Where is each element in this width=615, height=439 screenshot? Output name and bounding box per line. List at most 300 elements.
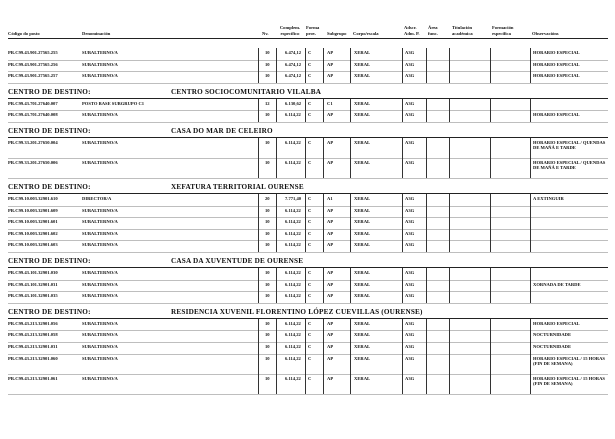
cell-obs: XORNADA DE TARDE [533,281,581,287]
cell-adscr: A3G [405,160,415,165]
cell-nivel: 10 [265,112,270,118]
column-rule [530,60,531,72]
cell-nivel: 10 [265,375,270,381]
cell-sub: C1 [327,100,333,106]
row-rule [8,178,608,179]
cell-corpo: XERAL [354,207,371,213]
column-rule [323,291,324,303]
column-rule [276,158,277,178]
column-rule [276,268,277,280]
column-rule [258,217,259,229]
column-rule [305,48,306,60]
column-rule [490,342,491,354]
column-rule [350,229,351,241]
header-corpo: Corpo/escala [353,31,379,36]
header-denominacion: Denominación [82,31,111,36]
column-rule [276,110,277,122]
column-rule [276,342,277,354]
cell-adscr: A3G [405,230,415,236]
cell-nivel: 10 [265,270,270,275]
cell-corpo: XERAL [354,160,371,165]
column-rule [490,240,491,252]
cell-adscr: A3G [405,355,415,361]
column-rule [323,342,324,354]
cell-corpo: XERAL [354,196,371,201]
column-rule [258,48,259,60]
column-rule [276,354,277,374]
column-rule [305,240,306,252]
cell-code: PR.C99.43.101.32901.030 [8,270,58,275]
header-area-1: Área [428,25,438,30]
column-rule [323,354,324,374]
column-rule [530,330,531,342]
cell-comp: 6.114,22 [285,320,301,326]
column-rule [258,374,259,394]
cell-comp: 6.114,22 [285,219,301,225]
column-rule [490,110,491,122]
header-formacion-1: Formación [492,25,514,30]
column-rule [490,319,491,331]
column-rule [490,268,491,280]
column-rule [305,206,306,218]
cell-nivel: 10 [265,219,270,225]
header-formacion-2: específica [492,31,511,36]
column-rule [490,217,491,229]
cell-corpo: XERAL [354,375,371,381]
cell-forma: C [308,320,312,326]
column-rule [449,374,450,394]
cell-forma: C [308,344,312,349]
column-rule [323,99,324,111]
center-rule [8,193,608,194]
cell-nivel: 12 [265,100,270,106]
header-complemento-1: Complem. [279,25,301,30]
cell-corpo: XERAL [354,230,371,236]
cell-corpo: XERAL [354,140,371,145]
column-rule [276,138,277,158]
cell-forma: C [308,230,312,236]
cell-adscr: A3G [405,61,415,67]
column-rule [350,268,351,280]
column-rule [530,48,531,60]
cell-denom: SUBALTERNO/A [82,332,118,338]
cell-comp: 6.114,22 [285,344,301,349]
column-rule [402,48,403,60]
column-rule [426,194,427,206]
cell-nivel: 10 [265,242,270,248]
column-rule [258,206,259,218]
cell-sub: AP [327,140,334,145]
cell-forma: C [308,140,312,145]
column-rule [449,291,450,303]
column-rule [402,60,403,72]
column-rule [323,110,324,122]
cell-denom: DIRECTOR/A [82,196,112,201]
column-rule [426,330,427,342]
column-rule [449,240,450,252]
cell-corpo: XERAL [354,112,371,118]
cell-denom: SUBALTERNO/A [82,375,118,381]
column-rule [530,319,531,331]
cell-obs: HORARIO ESPECIAL [533,61,580,67]
column-rule [490,374,491,394]
cell-adscr: A3G [405,219,415,225]
cell-code: PR.C99.43.213.32901.056 [8,320,58,326]
cell-corpo: XERAL [354,61,371,67]
cell-corpo: XERAL [354,293,371,299]
column-rule [276,99,277,111]
column-rule [323,229,324,241]
cell-nivel: 10 [265,160,270,165]
column-rule [305,280,306,292]
column-rule [276,280,277,292]
center-label: CENTRO DE DESTINO: [8,307,91,316]
column-rule [323,60,324,72]
column-rule [449,280,450,292]
column-rule [402,342,403,354]
column-rule [490,330,491,342]
center-rule [8,318,608,319]
column-rule [323,194,324,206]
column-rule [276,60,277,72]
column-rule [350,240,351,252]
column-rule [258,268,259,280]
cell-sub: AP [327,332,334,338]
column-rule [530,229,531,241]
cell-comp: 6.130,62 [285,100,302,106]
cell-forma: C [308,219,312,225]
cell-denom: POSTO BASE SUBGRUPO C1 [82,100,145,106]
header-complemento-2: específico [280,31,300,36]
header-area-2: func. [428,31,438,36]
column-rule [402,268,403,280]
column-rule [305,110,306,122]
center-label: CENTRO DE DESTINO: [8,127,91,135]
cell-code: PR.C99.10.003.32901.609 [8,207,58,213]
column-rule [350,291,351,303]
cell-code: PR.C99.10.003.32901.610 [8,196,58,201]
column-rule [276,374,277,394]
cell-code: PR.C99.43.213.32901.060 [8,355,58,361]
column-rule [305,138,306,158]
header-forma-1: Forma [306,25,320,30]
cell-obs: HORARIO ESPECIAL / 15 HORAS (FIN DE SEMANA) [533,355,605,366]
column-rule [402,158,403,178]
column-rule [258,354,259,374]
cell-sub: AP [327,112,334,118]
column-rule [258,280,259,292]
column-rule [402,374,403,394]
cell-forma: C [308,375,312,381]
column-rule [490,158,491,178]
cell-code: PR.C99.10.003.32901.601 [8,219,58,225]
cell-code: PR.C99.10.003.32901.603 [8,242,58,248]
cell-denom: SUBALTERNO/A [82,270,118,275]
cell-comp: 6.114,22 [285,207,301,213]
cell-sub: AP [327,50,334,55]
column-rule [305,60,306,72]
cell-adscr: A3G [405,375,415,381]
column-rule [490,138,491,158]
column-rule [258,71,259,83]
cell-denom: SUBALTERNO/A [82,320,118,326]
cell-forma: C [308,207,312,213]
column-rule [449,330,450,342]
column-rule [426,206,427,218]
column-rule [305,229,306,241]
cell-sub: AP [327,207,334,213]
cell-denom: SUBALTERNO/A [82,281,118,287]
cell-comp: 6.114,22 [285,160,301,165]
cell-comp: 6.114,22 [285,140,301,145]
column-rule [426,374,427,394]
column-rule [305,99,306,111]
row-rule [8,122,608,123]
cell-comp: 6.114,22 [285,281,301,287]
cell-code: PR.C99.33.201.27650.004 [8,140,58,145]
cell-obs: A EXTINGUIR [533,196,564,201]
cell-obs: HORARIO ESPECIAL / QUENDAS DE MAÑÁ E TARDE [533,140,606,151]
cell-sub: AP [327,355,334,361]
column-rule [490,280,491,292]
center-label: CENTRO DE DESTINO: [8,87,91,96]
column-rule [350,354,351,374]
column-rule [323,138,324,158]
cell-code: PR.C99.43.101.32901.035 [8,293,58,299]
center-name: CASA DA XUVENTUDE DE OURENSE [171,257,304,265]
center-rule [8,267,608,268]
column-rule [323,374,324,394]
column-rule [258,229,259,241]
cell-adscr: A3G [405,50,415,55]
cell-comp: 7.771,40 [285,196,302,201]
column-rule [276,206,277,218]
column-rule [350,99,351,111]
column-rule [258,330,259,342]
cell-sub: AP [327,160,334,165]
cell-denom: SUBALTERNO/A [82,242,118,248]
cell-denom: SUBALTERNO/A [82,61,118,67]
cell-adscr: A3G [405,242,415,248]
header-observacions: Observacións [532,31,559,36]
cell-code: PR.C99.43.701.27640.007 [8,100,58,106]
cell-comp: 6.474,12 [285,50,302,55]
cell-obs: HORARIO ESPECIAL [533,320,580,326]
cell-corpo: XERAL [354,344,371,349]
center-name: CASA DO MAR DE CELEIRO [171,127,273,135]
column-rule [258,194,259,206]
cell-corpo: XERAL [354,332,371,338]
cell-adscr: A3G [405,270,415,275]
cell-code: PR.C99.43.901.27565.257 [8,73,58,79]
column-rule [530,99,531,111]
cell-adscr: A3G [405,196,415,201]
column-rule [323,280,324,292]
cell-nivel: 10 [265,293,270,299]
column-rule [426,99,427,111]
column-rule [350,110,351,122]
column-rule [258,240,259,252]
cell-nivel: 20 [265,196,270,201]
column-rule [258,110,259,122]
column-rule [449,268,450,280]
header-titulacion-1: Titulación [452,25,473,30]
column-rule [402,229,403,241]
column-rule [490,99,491,111]
column-rule [402,280,403,292]
column-rule [402,71,403,83]
column-rule [530,206,531,218]
column-rule [426,60,427,72]
cell-comp: 6.114,22 [285,355,301,361]
cell-adscr: A3G [405,140,415,145]
cell-denom: SUBALTERNO/A [82,293,118,299]
center-name: XEFATURA TERRITORIAL OURENSE [171,183,304,191]
cell-obs: HORARIO ESPECIAL [533,50,580,55]
column-rule [449,217,450,229]
cell-obs: HORARIO ESPECIAL [533,112,580,118]
column-rule [530,217,531,229]
column-rule [426,217,427,229]
column-rule [276,229,277,241]
column-rule [426,158,427,178]
column-rule [276,240,277,252]
column-rule [350,374,351,394]
column-rule [530,158,531,178]
header-forma-2: prov. [306,31,316,36]
cell-nivel: 10 [265,320,270,326]
column-rule [402,99,403,111]
column-rule [305,71,306,83]
cell-corpo: XERAL [354,270,371,275]
cell-sub: AP [327,270,334,275]
center-rule [8,137,608,138]
column-rule [305,158,306,178]
column-rule [449,342,450,354]
cell-code: PR.C99.43.213.32901.058 [8,332,58,338]
cell-denom: SUBALTERNO/A [82,73,118,79]
column-rule [276,330,277,342]
cell-corpo: XERAL [354,281,371,287]
cell-comp: 6.114,22 [285,230,301,236]
cell-denom: SUBALTERNO/A [82,140,118,145]
column-rule [426,291,427,303]
column-rule [350,319,351,331]
column-rule [402,217,403,229]
column-rule [258,138,259,158]
column-rule [530,342,531,354]
cell-adscr: A3G [405,100,415,106]
column-rule [305,194,306,206]
cell-corpo: XERAL [354,355,371,361]
cell-comp: 6.114,22 [285,242,301,248]
column-rule [426,268,427,280]
column-rule [323,206,324,218]
cell-adscr: A3G [405,332,415,338]
column-rule [426,71,427,83]
column-rule [323,217,324,229]
cell-code: PR.C99.43.213.32901.031 [8,344,58,349]
column-rule [276,48,277,60]
cell-obs: HORARIO ESPECIAL / QUENDAS DE MAÑÁ E TARDE [533,160,606,171]
column-rule [449,319,450,331]
cell-adscr: A3G [405,293,415,299]
column-rule [350,138,351,158]
cell-nivel: 10 [265,50,270,55]
column-rule [305,319,306,331]
column-rule [323,71,324,83]
column-rule [402,291,403,303]
column-rule [323,330,324,342]
row-rule [8,394,608,395]
column-rule [426,280,427,292]
column-rule [449,60,450,72]
cell-denom: SUBALTERNO/A [82,219,118,225]
column-rule [426,342,427,354]
cell-nivel: 10 [265,73,270,79]
cell-adscr: A3G [405,112,415,118]
column-rule [350,71,351,83]
cell-code: PR.C99.43.213.32901.061 [8,375,58,381]
cell-nivel: 10 [265,344,270,349]
cell-nivel: 10 [265,140,270,145]
cell-sub: AP [327,293,334,299]
cell-forma: C [308,196,312,201]
cell-sub: AP [327,230,334,236]
column-rule [530,138,531,158]
row-rule [8,303,608,304]
cell-comp: 6.474,12 [285,61,302,67]
cell-comp: 6.114,22 [285,270,301,275]
cell-corpo: XERAL [354,50,371,55]
column-rule [426,240,427,252]
column-rule [258,158,259,178]
cell-sub: AP [327,242,334,248]
cell-obs: NOCTURNIDADE [533,344,572,349]
column-rule [530,354,531,374]
cell-forma: C [308,332,312,338]
center-label: CENTRO DE DESTINO: [8,183,91,191]
center-name: RESIDENCIA XUVENIL FLORENTINO LÓPEZ CUEVILLAS (OURENSE) [171,307,423,316]
column-rule [449,194,450,206]
cell-forma: C [308,73,312,79]
column-rule [426,110,427,122]
row-rule [8,83,608,84]
column-rule [323,48,324,60]
column-rule [530,268,531,280]
column-rule [490,229,491,241]
header-titulacion-2: académica [452,31,473,36]
column-rule [490,48,491,60]
cell-code: PR.C99.43.901.27565.256 [8,61,58,67]
cell-adscr: A3G [405,73,415,79]
column-rule [402,240,403,252]
center-rule [8,98,608,99]
cell-comp: 6.474,12 [285,73,302,79]
cell-nivel: 10 [265,355,270,361]
cell-obs: HORARIO ESPECIAL / 15 HORAS (FIN DE SEMANA) [533,375,605,386]
column-rule [449,229,450,241]
column-rule [350,217,351,229]
row-rule [8,252,608,253]
column-rule [449,158,450,178]
cell-forma: C [308,112,312,118]
column-rule [530,280,531,292]
column-rule [258,99,259,111]
cell-nivel: 10 [265,332,270,338]
column-rule [402,206,403,218]
cell-forma: C [308,242,312,248]
